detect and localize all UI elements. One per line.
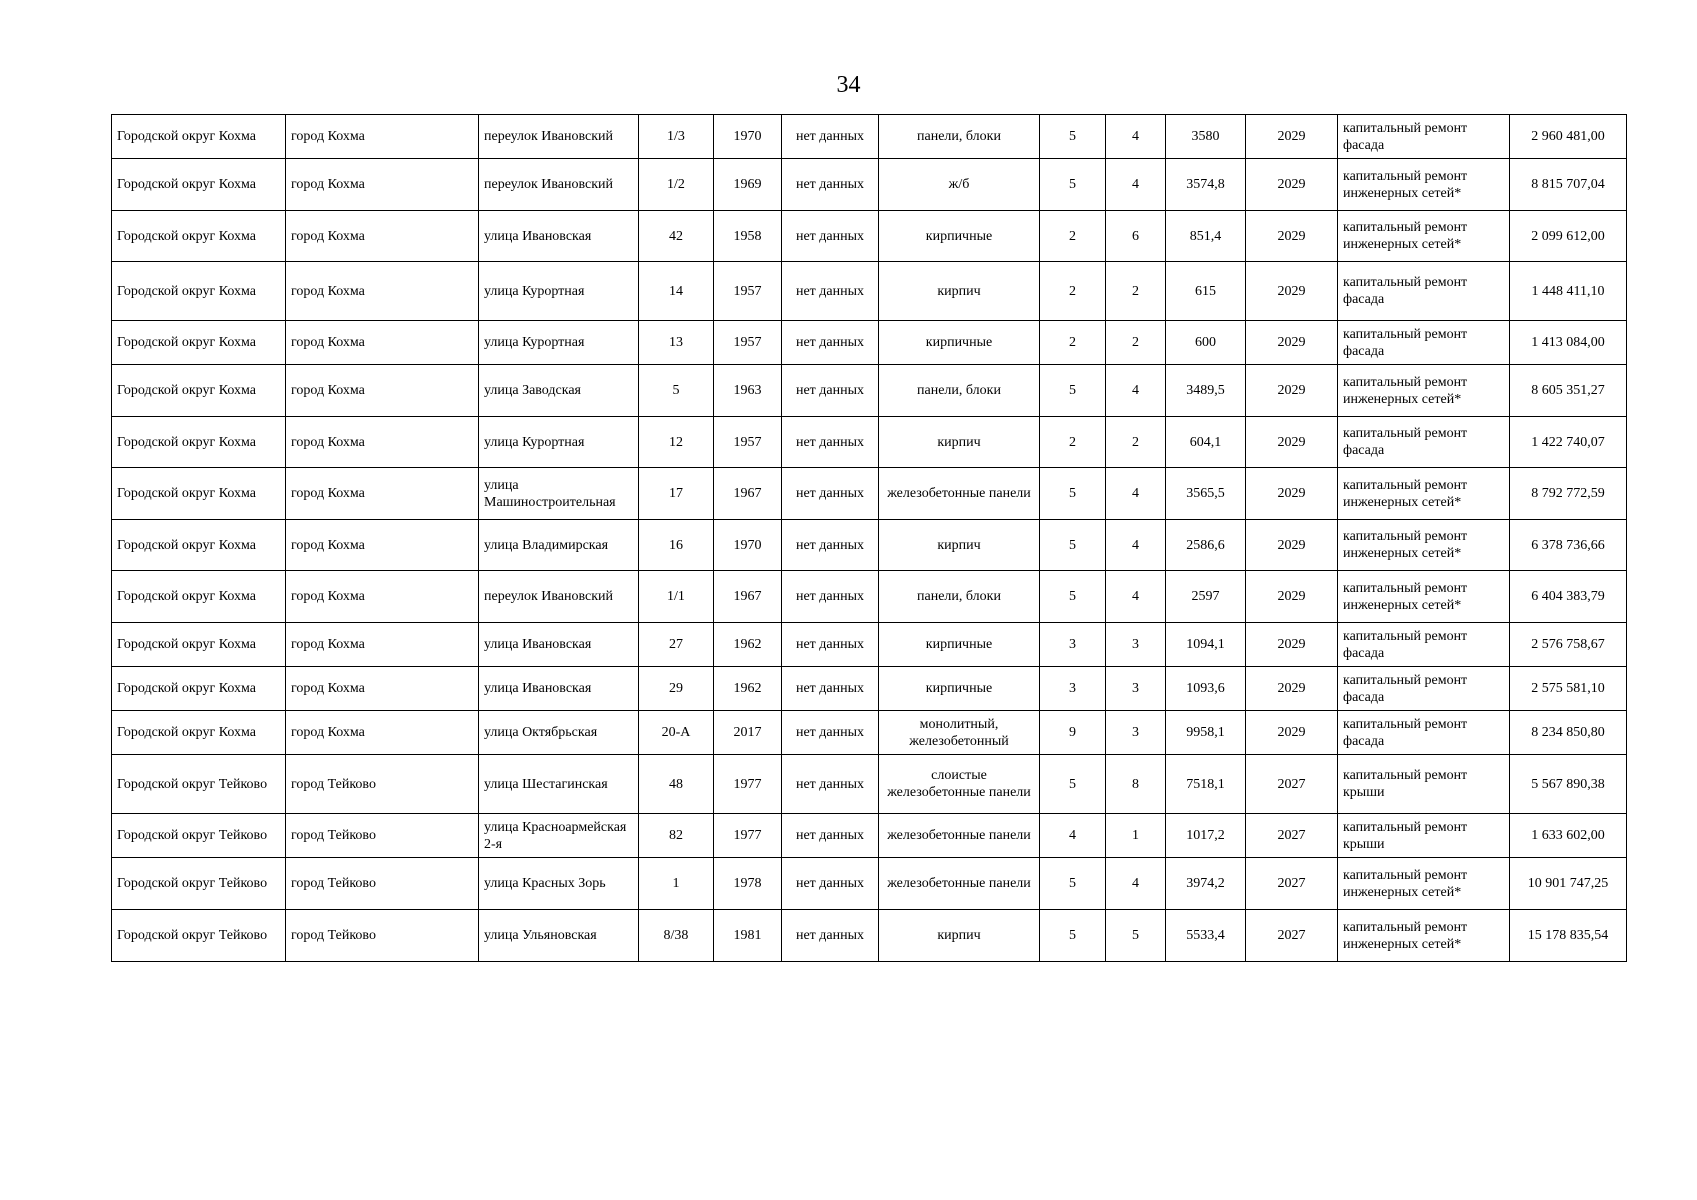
area-cell: 615 [1166,262,1246,321]
area-cell: 2597 [1166,571,1246,623]
floors-cell: 5 [1040,910,1106,962]
street-cell: улица Ульяновская [479,910,639,962]
street-cell: улица Курортная [479,262,639,321]
cost-cell: 8 792 772,59 [1510,468,1627,520]
table-body [112,115,1627,962]
entrances-cell: 4 [1106,159,1166,211]
settlement-cell: город Кохма [286,520,479,571]
house-number-cell: 1/1 [639,571,714,623]
table-row [112,755,1627,814]
repair-year-cell: 2029 [1246,115,1338,159]
data-status-cell: нет данных [782,571,879,623]
settlement-cell: город Тейково [286,755,479,814]
table-row [112,623,1627,667]
repair-year-cell: 2027 [1246,858,1338,910]
data-status-cell: нет данных [782,468,879,520]
table-row [112,365,1627,417]
cost-cell: 6 378 736,66 [1510,520,1627,571]
wall-material-cell: ж/б [879,159,1040,211]
house-number-cell: 48 [639,755,714,814]
year-built-cell: 1963 [714,365,782,417]
floors-cell: 5 [1040,520,1106,571]
floors-cell: 5 [1040,858,1106,910]
entrances-cell: 5 [1106,910,1166,962]
house-number-cell: 14 [639,262,714,321]
street-cell: улица Машиностроительная [479,468,639,520]
area-cell: 3565,5 [1166,468,1246,520]
year-built-cell: 1978 [714,858,782,910]
entrances-cell: 3 [1106,711,1166,755]
area-cell: 3974,2 [1166,858,1246,910]
house-number-cell: 1 [639,858,714,910]
data-status-cell: нет данных [782,262,879,321]
year-built-cell: 1977 [714,755,782,814]
street-cell: улица Заводская [479,365,639,417]
table-row [112,159,1627,211]
work-type-cell: капитальный ремонт фасада [1338,262,1510,321]
wall-material-cell: кирпичные [879,211,1040,262]
table-row [112,115,1627,159]
repair-year-cell: 2027 [1246,755,1338,814]
entrances-cell: 2 [1106,262,1166,321]
data-status-cell: нет данных [782,365,879,417]
work-type-cell: капитальный ремонт инженерных сетей* [1338,365,1510,417]
repair-year-cell: 2029 [1246,262,1338,321]
floors-cell: 5 [1040,159,1106,211]
repair-year-cell: 2029 [1246,571,1338,623]
work-type-cell: капитальный ремонт фасада [1338,115,1510,159]
repair-year-cell: 2029 [1246,159,1338,211]
cost-cell: 8 605 351,27 [1510,365,1627,417]
house-number-cell: 42 [639,211,714,262]
year-built-cell: 1962 [714,623,782,667]
year-built-cell: 1967 [714,468,782,520]
house-number-cell: 20-А [639,711,714,755]
year-built-cell: 2017 [714,711,782,755]
work-type-cell: капитальный ремонт фасада [1338,623,1510,667]
street-cell: улица Владимирская [479,520,639,571]
settlement-cell: город Кохма [286,667,479,711]
area-cell: 604,1 [1166,417,1246,468]
house-number-cell: 5 [639,365,714,417]
table-row [112,667,1627,711]
work-type-cell: капитальный ремонт инженерных сетей* [1338,858,1510,910]
entrances-cell: 6 [1106,211,1166,262]
floors-cell: 2 [1040,262,1106,321]
municipality-cell: Городской округ Кохма [112,623,286,667]
data-status-cell: нет данных [782,115,879,159]
repair-year-cell: 2029 [1246,417,1338,468]
work-type-cell: капитальный ремонт фасада [1338,711,1510,755]
work-type-cell: капитальный ремонт инженерных сетей* [1338,910,1510,962]
data-status-cell: нет данных [782,755,879,814]
wall-material-cell: кирпичные [879,623,1040,667]
settlement-cell: город Кохма [286,417,479,468]
cost-cell: 1 633 602,00 [1510,814,1627,858]
entrances-cell: 3 [1106,667,1166,711]
entrances-cell: 3 [1106,623,1166,667]
wall-material-cell: слоистые железобетонные панели [879,755,1040,814]
settlement-cell: город Кохма [286,468,479,520]
entrances-cell: 1 [1106,814,1166,858]
work-type-cell: капитальный ремонт крыши [1338,755,1510,814]
cost-cell: 15 178 835,54 [1510,910,1627,962]
cost-cell: 2 960 481,00 [1510,115,1627,159]
table-row [112,520,1627,571]
street-cell: улица Ивановская [479,211,639,262]
house-number-cell: 16 [639,520,714,571]
work-type-cell: капитальный ремонт инженерных сетей* [1338,571,1510,623]
data-status-cell: нет данных [782,321,879,365]
street-cell: улица Октябрьская [479,711,639,755]
street-cell: улица Ивановская [479,667,639,711]
street-cell: улица Красноармейская 2-я [479,814,639,858]
data-status-cell: нет данных [782,417,879,468]
cost-cell: 1 413 084,00 [1510,321,1627,365]
municipality-cell: Городской округ Тейково [112,858,286,910]
repair-year-cell: 2027 [1246,814,1338,858]
wall-material-cell: панели, блоки [879,571,1040,623]
entrances-cell: 4 [1106,520,1166,571]
municipality-cell: Городской округ Кохма [112,417,286,468]
data-status-cell: нет данных [782,910,879,962]
area-cell: 1017,2 [1166,814,1246,858]
municipality-cell: Городской округ Кохма [112,711,286,755]
settlement-cell: город Кохма [286,262,479,321]
work-type-cell: капитальный ремонт фасада [1338,321,1510,365]
area-cell: 3574,8 [1166,159,1246,211]
wall-material-cell: панели, блоки [879,365,1040,417]
entrances-cell: 4 [1106,468,1166,520]
year-built-cell: 1962 [714,667,782,711]
house-number-cell: 27 [639,623,714,667]
municipality-cell: Городской округ Кохма [112,321,286,365]
data-status-cell: нет данных [782,623,879,667]
work-type-cell: капитальный ремонт инженерных сетей* [1338,468,1510,520]
cost-cell: 5 567 890,38 [1510,755,1627,814]
data-status-cell: нет данных [782,711,879,755]
street-cell: улица Шестагинская [479,755,639,814]
settlement-cell: город Кохма [286,365,479,417]
repair-year-cell: 2029 [1246,711,1338,755]
settlement-cell: город Кохма [286,321,479,365]
year-built-cell: 1970 [714,115,782,159]
municipality-cell: Городской округ Тейково [112,755,286,814]
settlement-cell: город Тейково [286,910,479,962]
entrances-cell: 2 [1106,321,1166,365]
wall-material-cell: кирпичные [879,321,1040,365]
wall-material-cell: панели, блоки [879,115,1040,159]
data-status-cell: нет данных [782,520,879,571]
settlement-cell: город Тейково [286,814,479,858]
data-status-cell: нет данных [782,814,879,858]
wall-material-cell: монолитный, железобетонный [879,711,1040,755]
house-number-cell: 1/3 [639,115,714,159]
repair-year-cell: 2029 [1246,623,1338,667]
wall-material-cell: кирпич [879,520,1040,571]
street-cell: переулок Ивановский [479,159,639,211]
area-cell: 1094,1 [1166,623,1246,667]
floors-cell: 4 [1040,814,1106,858]
entrances-cell: 2 [1106,417,1166,468]
municipality-cell: Городской округ Кохма [112,211,286,262]
work-type-cell: капитальный ремонт крыши [1338,814,1510,858]
floors-cell: 9 [1040,711,1106,755]
repair-year-cell: 2029 [1246,211,1338,262]
entrances-cell: 4 [1106,365,1166,417]
cost-cell: 2 575 581,10 [1510,667,1627,711]
work-type-cell: капитальный ремонт фасада [1338,667,1510,711]
data-status-cell: нет данных [782,858,879,910]
wall-material-cell: железобетонные панели [879,468,1040,520]
work-type-cell: капитальный ремонт инженерных сетей* [1338,211,1510,262]
year-built-cell: 1977 [714,814,782,858]
municipality-cell: Городской округ Тейково [112,814,286,858]
table-row [112,858,1627,910]
street-cell: улица Курортная [479,321,639,365]
municipality-cell: Городской округ Кохма [112,667,286,711]
floors-cell: 5 [1040,571,1106,623]
cost-cell: 2 099 612,00 [1510,211,1627,262]
house-number-cell: 17 [639,468,714,520]
house-number-cell: 29 [639,667,714,711]
settlement-cell: город Тейково [286,858,479,910]
table-row [112,211,1627,262]
work-type-cell: капитальный ремонт инженерных сетей* [1338,159,1510,211]
street-cell: переулок Ивановский [479,571,639,623]
table-row [112,417,1627,468]
cost-cell: 6 404 383,79 [1510,571,1627,623]
table-row [112,814,1627,858]
settlement-cell: город Кохма [286,115,479,159]
house-number-cell: 8/38 [639,910,714,962]
municipality-cell: Городской округ Кохма [112,520,286,571]
municipality-cell: Городской округ Тейково [112,910,286,962]
floors-cell: 5 [1040,468,1106,520]
settlement-cell: город Кохма [286,623,479,667]
table-row [112,910,1627,962]
municipality-cell: Городской округ Кохма [112,159,286,211]
wall-material-cell: железобетонные панели [879,858,1040,910]
area-cell: 2586,6 [1166,520,1246,571]
settlement-cell: город Кохма [286,711,479,755]
wall-material-cell: железобетонные панели [879,814,1040,858]
work-type-cell: капитальный ремонт инженерных сетей* [1338,520,1510,571]
year-built-cell: 1969 [714,159,782,211]
house-number-cell: 82 [639,814,714,858]
street-cell: переулок Ивановский [479,115,639,159]
area-cell: 5533,4 [1166,910,1246,962]
repair-year-cell: 2029 [1246,365,1338,417]
municipality-cell: Городской округ Кохма [112,571,286,623]
municipality-cell: Городской округ Кохма [112,365,286,417]
year-built-cell: 1967 [714,571,782,623]
repair-year-cell: 2029 [1246,468,1338,520]
repair-year-cell: 2027 [1246,910,1338,962]
housing-repair-table [111,114,1627,962]
cost-cell: 10 901 747,25 [1510,858,1627,910]
entrances-cell: 8 [1106,755,1166,814]
table-row [112,571,1627,623]
work-type-cell: капитальный ремонт фасада [1338,417,1510,468]
data-status-cell: нет данных [782,159,879,211]
year-built-cell: 1957 [714,321,782,365]
entrances-cell: 4 [1106,571,1166,623]
table-row [112,711,1627,755]
wall-material-cell: кирпич [879,262,1040,321]
floors-cell: 5 [1040,365,1106,417]
settlement-cell: город Кохма [286,571,479,623]
house-number-cell: 13 [639,321,714,365]
cost-cell: 8 234 850,80 [1510,711,1627,755]
year-built-cell: 1957 [714,262,782,321]
entrances-cell: 4 [1106,858,1166,910]
floors-cell: 2 [1040,417,1106,468]
wall-material-cell: кирпичные [879,667,1040,711]
data-status-cell: нет данных [782,211,879,262]
repair-year-cell: 2029 [1246,321,1338,365]
area-cell: 1093,6 [1166,667,1246,711]
street-cell: улица Красных Зорь [479,858,639,910]
area-cell: 3489,5 [1166,365,1246,417]
table-row [112,321,1627,365]
year-built-cell: 1970 [714,520,782,571]
repair-year-cell: 2029 [1246,520,1338,571]
municipality-cell: Городской округ Кохма [112,468,286,520]
area-cell: 851,4 [1166,211,1246,262]
area-cell: 9958,1 [1166,711,1246,755]
area-cell: 600 [1166,321,1246,365]
wall-material-cell: кирпич [879,417,1040,468]
house-number-cell: 1/2 [639,159,714,211]
settlement-cell: город Кохма [286,159,479,211]
street-cell: улица Ивановская [479,623,639,667]
year-built-cell: 1958 [714,211,782,262]
floors-cell: 5 [1040,755,1106,814]
municipality-cell: Городской округ Кохма [112,115,286,159]
area-cell: 3580 [1166,115,1246,159]
entrances-cell: 4 [1106,115,1166,159]
data-status-cell: нет данных [782,667,879,711]
settlement-cell: город Кохма [286,211,479,262]
house-number-cell: 12 [639,417,714,468]
cost-cell: 1 422 740,07 [1510,417,1627,468]
cost-cell: 1 448 411,10 [1510,262,1627,321]
year-built-cell: 1957 [714,417,782,468]
year-built-cell: 1981 [714,910,782,962]
table-row [112,262,1627,321]
table-row [112,468,1627,520]
wall-material-cell: кирпич [879,910,1040,962]
cost-cell: 2 576 758,67 [1510,623,1627,667]
municipality-cell: Городской округ Кохма [112,262,286,321]
street-cell: улица Курортная [479,417,639,468]
area-cell: 7518,1 [1166,755,1246,814]
page-number: 34 [836,72,861,98]
floors-cell: 2 [1040,211,1106,262]
cost-cell: 8 815 707,04 [1510,159,1627,211]
floors-cell: 2 [1040,321,1106,365]
repair-year-cell: 2029 [1246,667,1338,711]
floors-cell: 3 [1040,667,1106,711]
floors-cell: 5 [1040,115,1106,159]
floors-cell: 3 [1040,623,1106,667]
